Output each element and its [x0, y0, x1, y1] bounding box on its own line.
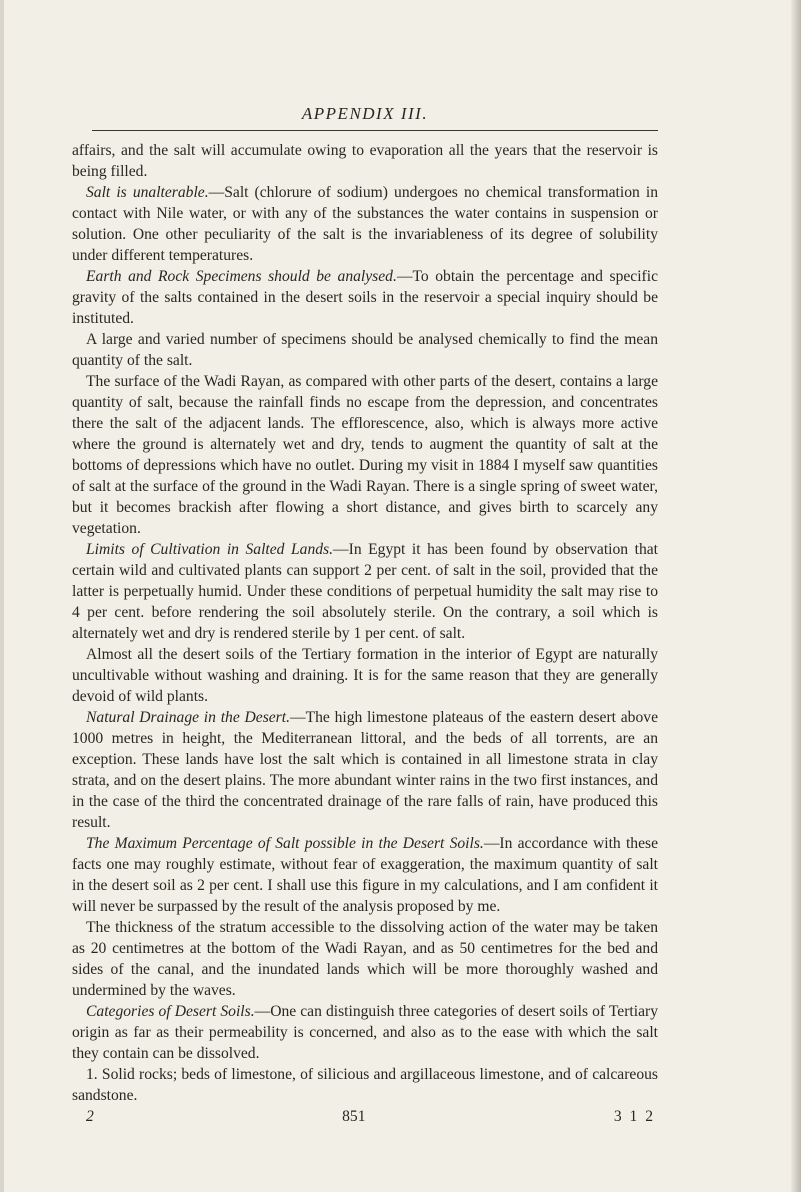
- paragraph-text: —In accordance with these facts one may roughly estimate, without fear of exaggeration, the maximum quantity of salt in the desert soil as 2 per cent. I shall use this figure in my calculations, and I am confident it will never be surpassed by the result of the analysis proposed by me.: [72, 835, 658, 915]
- page-footer: [72, 1106, 661, 1127]
- paragraph: [72, 182, 658, 266]
- paragraph: [72, 644, 658, 707]
- paragraph: [72, 266, 658, 329]
- section-heading: Categories of Desert Soils.: [86, 1003, 255, 1020]
- page-left-edge: [0, 0, 4, 1192]
- book-page: [72, 102, 658, 1127]
- folio-number: 3 1 2: [613, 1108, 655, 1125]
- paragraph-text: —The high limestone plateaus of the eastern desert above 1000 metres in height, the Mediterranean littoral, and the beds of all torrents, are an exception. These lands have lost the salt which is contained in all limestone strata in clay strata, and on the desert plains. The more abundant winter rains in the two first instances, and in the case of the third the concentrated drainage of the rare falls of rain, have produced this result.: [72, 709, 658, 831]
- paragraph-text: 1. Solid rocks; beds of limestone, of silicious and argillaceous limestone, and of calcareous sandstone.: [72, 1066, 658, 1104]
- section-heading: Earth and Rock Specimens should be analysed.: [86, 268, 397, 285]
- signature-mark: 2: [86, 1108, 94, 1125]
- running-head: APPENDIX III.: [301, 104, 429, 123]
- paragraph: [72, 329, 658, 371]
- paragraph: [72, 917, 658, 1001]
- paragraph-text: —Salt (chlorure of sodium) undergoes no chemical transformation in contact with Nile water, or with any of the substances the water contains in suspension or solution. One other peculiarity of the salt is the invariableness of its degree of solubility under different temperatures.: [72, 184, 658, 264]
- paragraph-text: —One can distinguish three categories of desert soils of Tertiary origin as far as their permeability is concerned, and also as to the ease with which the salt they contain can be dissolved.: [72, 1003, 659, 1062]
- page-number: 851: [342, 1108, 366, 1125]
- paragraph: [72, 707, 658, 833]
- paragraph: [72, 1064, 658, 1106]
- paragraph: [72, 140, 658, 182]
- paragraph: [72, 539, 658, 644]
- paragraph-text: affairs, and the salt will accumulate owing to evaporation all the years that the reservoir is being filled.: [72, 142, 658, 180]
- section-heading: Salt is unalterable.: [86, 184, 209, 201]
- paragraph-text: Almost all the desert soils of the Tertiary formation in the interior of Egypt are naturally uncultivable without washing and draining. It is for the same reason that they are generally devoid of wild plants.: [72, 646, 658, 705]
- section-heading: The Maximum Percentage of Salt possible in the Desert Soils.: [86, 835, 484, 852]
- section-heading: Natural Drainage in the Desert.: [86, 709, 290, 726]
- paragraph: [72, 1001, 658, 1064]
- body-text: [72, 140, 658, 1106]
- paragraph-text: The thickness of the stratum accessible to the dissolving action of the water may be taken as 20 centimetres at the bottom of the Wadi Rayan, and as 50 centimetres for the bed and sides of the canal, and the inundated lands which will be more thoroughly washed and undermined by the waves.: [72, 919, 658, 999]
- paragraph: [72, 833, 658, 917]
- paragraph-text: A large and varied number of specimens should be analysed chemically to find the mean quantity of the salt.: [72, 331, 658, 369]
- paragraph-text: —To obtain the percentage and specific gravity of the salts contained in the desert soils in the reservoir a special inquiry should be instituted.: [72, 268, 659, 327]
- paragraph-text: The surface of the Wadi Rayan, as compared with other parts of the desert, contains a large quantity of salt, because the rainfall finds no escape from the depression, and concentrates there the salt of the adjacent lands. The efflorescence, also, which is always more active where the ground is alternately wet and dry, tends to augment the quantity of salt at the bottoms of depressions which have no outlet. During my visit in 1884 I myself saw quantities of salt at the surface of the ground in the Wadi Rayan. There is a single spring of sweet water, but it becomes brackish after flowing a short distance, and gives birth to scarcely any vegetation.: [72, 373, 658, 537]
- section-heading: Limits of Cultivation in Salted Lands.: [86, 541, 334, 558]
- header-rule: [92, 130, 658, 131]
- page-binding-edge: [791, 0, 801, 1192]
- paragraph-text: —In Egypt it has been found by observation that certain wild and cultivated plants can support 2 per cent. of salt in the soil, provided that the latter is perpetually humid. Under these conditions of perpetual humidity the salt may rise to 4 per cent. before rendering the soil absolutely sterile. On the contrary, a soil which is alternately wet and dry is rendered sterile by 1 per cent. of salt.: [72, 541, 658, 642]
- paragraph: [72, 371, 658, 539]
